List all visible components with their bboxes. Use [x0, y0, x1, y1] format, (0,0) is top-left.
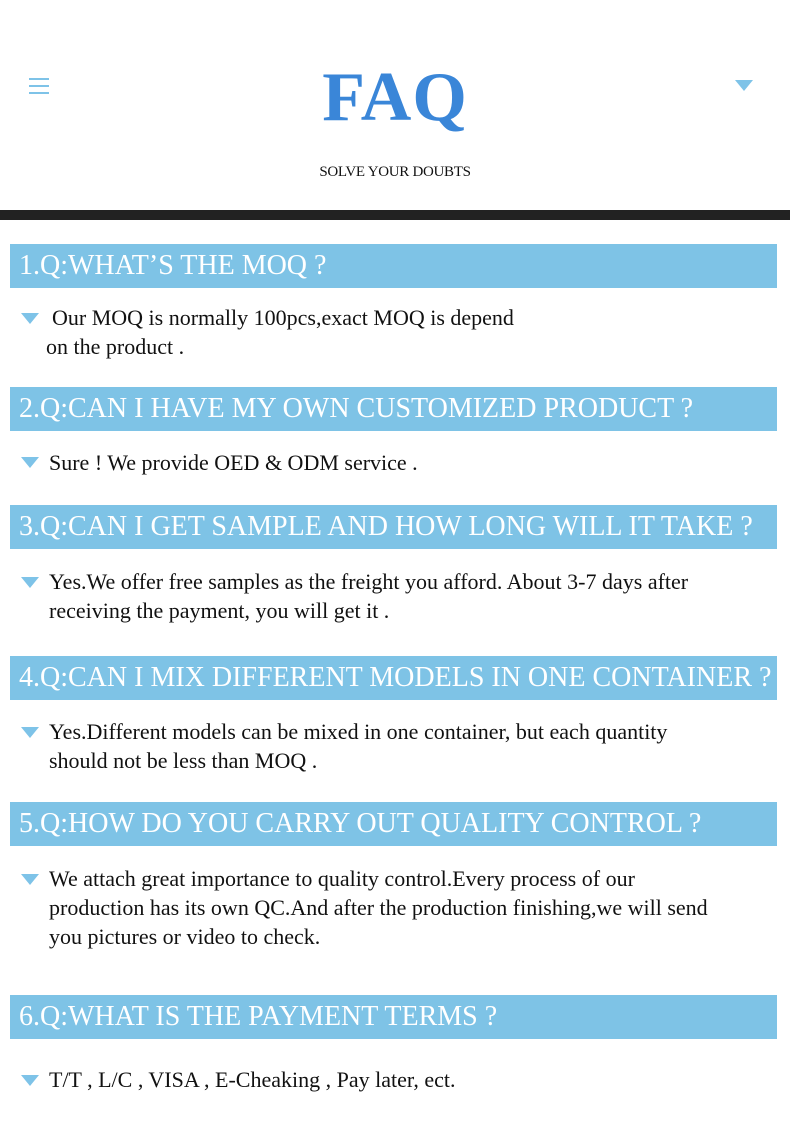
answer-line: should not be less than MOQ . — [49, 748, 318, 773]
faq-answer-3 — [49, 567, 779, 625]
faq-question-2: 2.Q:CAN I HAVE MY OWN CUSTOMIZED PRODUCT ? — [10, 387, 777, 431]
caret-down-icon — [21, 1075, 39, 1086]
answer-line: receiving the payment, you will get it . — [49, 598, 390, 623]
page-title: FAQ — [322, 59, 468, 136]
faq-question-5: 5.Q:HOW DO YOU CARRY OUT QUALITY CONTROL ? — [10, 802, 777, 846]
answer-line: Our MOQ is normally 100pcs,exact MOQ is depend — [52, 305, 514, 330]
faq-answer-6 — [49, 1065, 779, 1094]
caret-down-icon — [21, 313, 39, 324]
faq-question-3: 3.Q:CAN I GET SAMPLE AND HOW LONG WILL IT TAKE ? — [10, 505, 777, 549]
faq-question-6: 6.Q:WHAT IS THE PAYMENT TERMS ? — [10, 995, 777, 1039]
answer-line: Sure ! We provide OED & ODM service . — [49, 450, 418, 475]
faq-question-1: 1.Q:WHAT’S THE MOQ ? — [10, 244, 777, 288]
caret-down-icon — [21, 874, 39, 885]
answer-line: on the product . — [46, 334, 185, 359]
answer-line: production has its own QC.And after the production finishing,we will send — [49, 895, 708, 920]
faq-answer-5 — [49, 864, 779, 951]
faq-answer-1 — [46, 303, 779, 361]
faq-question-4: 4.Q:CAN I MIX DIFFERENT MODELS IN ONE CONTAINER ? — [10, 656, 777, 700]
answer-line: T/T , L/C , VISA , E-Cheaking , Pay later, ect. — [49, 1067, 456, 1092]
caret-down-icon — [21, 457, 39, 468]
answer-line: Yes.Different models can be mixed in one container, but each quantity — [49, 719, 668, 744]
answer-line: We attach great importance to quality control.Every process of our — [49, 866, 635, 891]
page-subtitle: SOLVE YOUR DOUBTS — [319, 164, 471, 180]
answer-line: Yes.We offer free samples as the freight you afford. About 3-7 days after — [49, 569, 689, 594]
caret-down-icon — [21, 577, 39, 588]
answer-line: you pictures or video to check. — [49, 924, 321, 949]
header-divider — [0, 210, 790, 220]
dropdown-caret-icon[interactable] — [735, 80, 753, 91]
faq-answer-2 — [49, 448, 779, 477]
caret-down-icon — [21, 727, 39, 738]
faq-answer-4 — [49, 717, 779, 775]
